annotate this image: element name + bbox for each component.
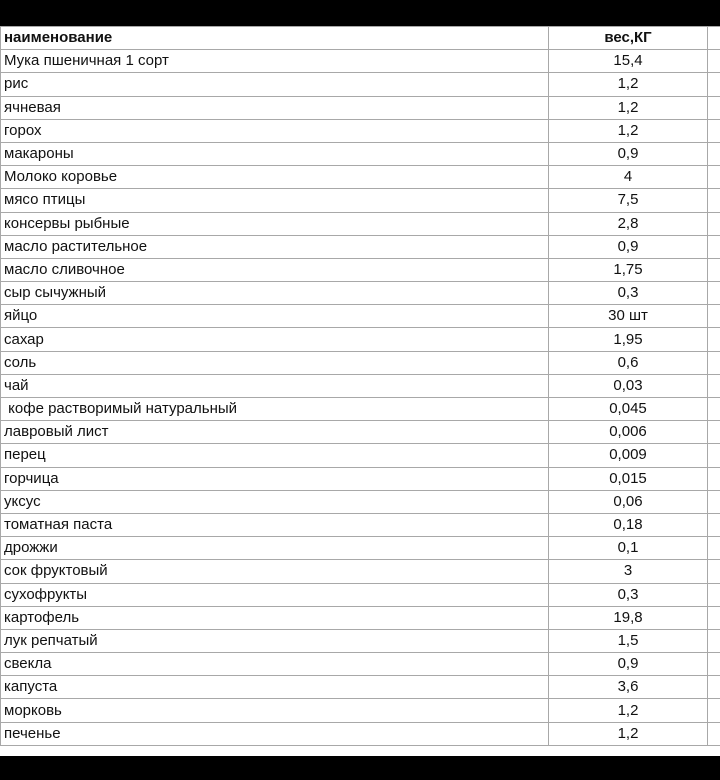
row-pad-cell (708, 629, 720, 652)
row-pad-cell (708, 490, 720, 513)
table-row (1, 583, 720, 606)
table-row (1, 328, 720, 351)
row-pad-cell (708, 398, 720, 421)
row-pad-cell (708, 282, 720, 305)
table-row (1, 444, 720, 467)
product-name-cell: перец (1, 444, 549, 467)
table-row (1, 490, 720, 513)
product-name-cell: капуста (1, 676, 549, 699)
table-row (1, 212, 720, 235)
row-pad-cell (708, 50, 720, 73)
product-weight-cell: 1,95 (549, 328, 708, 351)
table-row (1, 467, 720, 490)
row-pad-cell (708, 212, 720, 235)
row-pad-cell (708, 606, 720, 629)
product-weight-cell: 0,3 (549, 282, 708, 305)
row-pad-cell (708, 513, 720, 536)
product-weight-cell: 30 шт (549, 305, 708, 328)
row-pad-cell (708, 560, 720, 583)
row-pad-cell (708, 73, 720, 96)
table-row (1, 374, 720, 397)
product-name-cell: чай (1, 374, 549, 397)
product-weight-cell: 19,8 (549, 606, 708, 629)
product-weight-cell: 1,2 (549, 699, 708, 722)
table-row (1, 73, 720, 96)
product-weight-cell: 1,2 (549, 73, 708, 96)
product-name-cell: макароны (1, 142, 549, 165)
table-row (1, 142, 720, 165)
row-pad-cell (708, 537, 720, 560)
row-pad-cell (708, 328, 720, 351)
product-name-cell: масло сливочное (1, 258, 549, 281)
product-name-cell: рис (1, 73, 549, 96)
table-row (1, 282, 720, 305)
product-name-cell: соль (1, 351, 549, 374)
product-weight-cell: 0,015 (549, 467, 708, 490)
table-row (1, 166, 720, 189)
product-name-cell: уксус (1, 490, 549, 513)
product-name-cell: лавровый лист (1, 421, 549, 444)
table-row (1, 351, 720, 374)
product-weight-cell: 0,18 (549, 513, 708, 536)
product-weight-cell: 0,9 (549, 653, 708, 676)
product-weight-cell: 15,4 (549, 50, 708, 73)
product-weight-cell: 0,1 (549, 537, 708, 560)
row-pad-cell (708, 699, 720, 722)
row-pad-cell (708, 119, 720, 142)
row-pad-cell (708, 305, 720, 328)
product-weight-cell: 2,8 (549, 212, 708, 235)
row-pad-cell (708, 676, 720, 699)
product-name-cell: морковь (1, 699, 549, 722)
header-pad (708, 27, 720, 50)
table-row (1, 653, 720, 676)
table-row (1, 305, 720, 328)
row-pad-cell (708, 421, 720, 444)
product-weight-cell: 3 (549, 560, 708, 583)
product-weight-cell: 1,75 (549, 258, 708, 281)
row-pad-cell (708, 235, 720, 258)
product-weight-cell: 7,5 (549, 189, 708, 212)
product-name-cell: лук репчатый (1, 629, 549, 652)
row-pad-cell (708, 96, 720, 119)
table-row (1, 629, 720, 652)
product-weight-cell: 0,6 (549, 351, 708, 374)
product-name-cell: мясо птицы (1, 189, 549, 212)
row-pad-cell (708, 374, 720, 397)
table-row (1, 537, 720, 560)
table-row (1, 96, 720, 119)
product-weight-cell: 0,06 (549, 490, 708, 513)
product-weight-cell: 1,2 (549, 119, 708, 142)
table-row (1, 699, 720, 722)
product-weight-cell: 0,9 (549, 142, 708, 165)
header-weight: вес,КГ (549, 27, 708, 50)
product-name-cell: свекла (1, 653, 549, 676)
table-row (1, 606, 720, 629)
product-weight-cell: 0,006 (549, 421, 708, 444)
product-weight-cell: 0,9 (549, 235, 708, 258)
table-row (1, 513, 720, 536)
product-name-cell: дрожжи (1, 537, 549, 560)
product-weight-cell: 0,045 (549, 398, 708, 421)
row-pad-cell (708, 142, 720, 165)
row-pad-cell (708, 166, 720, 189)
product-name-cell: горох (1, 119, 549, 142)
product-name-cell: сок фруктовый (1, 560, 549, 583)
product-name-cell: консервы рыбные (1, 212, 549, 235)
row-pad-cell (708, 583, 720, 606)
product-name-cell: ячневая (1, 96, 549, 119)
product-name-cell: картофель (1, 606, 549, 629)
row-pad-cell (708, 653, 720, 676)
product-name-cell: томатная паста (1, 513, 549, 536)
spreadsheet-frame (0, 26, 720, 756)
table-body (1, 50, 720, 746)
row-pad-cell (708, 189, 720, 212)
product-name-cell: горчица (1, 467, 549, 490)
product-name-cell: печенье (1, 722, 549, 745)
product-name-cell: яйцо (1, 305, 549, 328)
row-pad-cell (708, 444, 720, 467)
table-row (1, 722, 720, 745)
table-row (1, 50, 720, 73)
row-pad-cell (708, 351, 720, 374)
product-name-cell: Мука пшеничная 1 сорт (1, 50, 549, 73)
product-weight-cell: 4 (549, 166, 708, 189)
product-name-cell: сахар (1, 328, 549, 351)
product-name-cell: сухофрукты (1, 583, 549, 606)
product-weight-cell: 1,5 (549, 629, 708, 652)
table-row (1, 119, 720, 142)
row-pad-cell (708, 258, 720, 281)
header-row (1, 27, 720, 50)
table-row (1, 676, 720, 699)
table-row (1, 398, 720, 421)
product-name-cell: сыр сычужный (1, 282, 549, 305)
products-table (0, 26, 720, 746)
product-weight-cell: 0,03 (549, 374, 708, 397)
table-row (1, 258, 720, 281)
product-weight-cell: 0,3 (549, 583, 708, 606)
row-pad-cell (708, 722, 720, 745)
product-name-cell: кофе растворимый натуральный (1, 398, 549, 421)
product-weight-cell: 1,2 (549, 722, 708, 745)
product-weight-cell: 1,2 (549, 96, 708, 119)
header-name: наименование (1, 27, 549, 50)
product-name-cell: масло растительное (1, 235, 549, 258)
product-weight-cell: 3,6 (549, 676, 708, 699)
product-weight-cell: 0,009 (549, 444, 708, 467)
table-row (1, 421, 720, 444)
table-row (1, 560, 720, 583)
product-name-cell: Молоко коровье (1, 166, 549, 189)
row-pad-cell (708, 467, 720, 490)
table-row (1, 235, 720, 258)
table-row (1, 189, 720, 212)
